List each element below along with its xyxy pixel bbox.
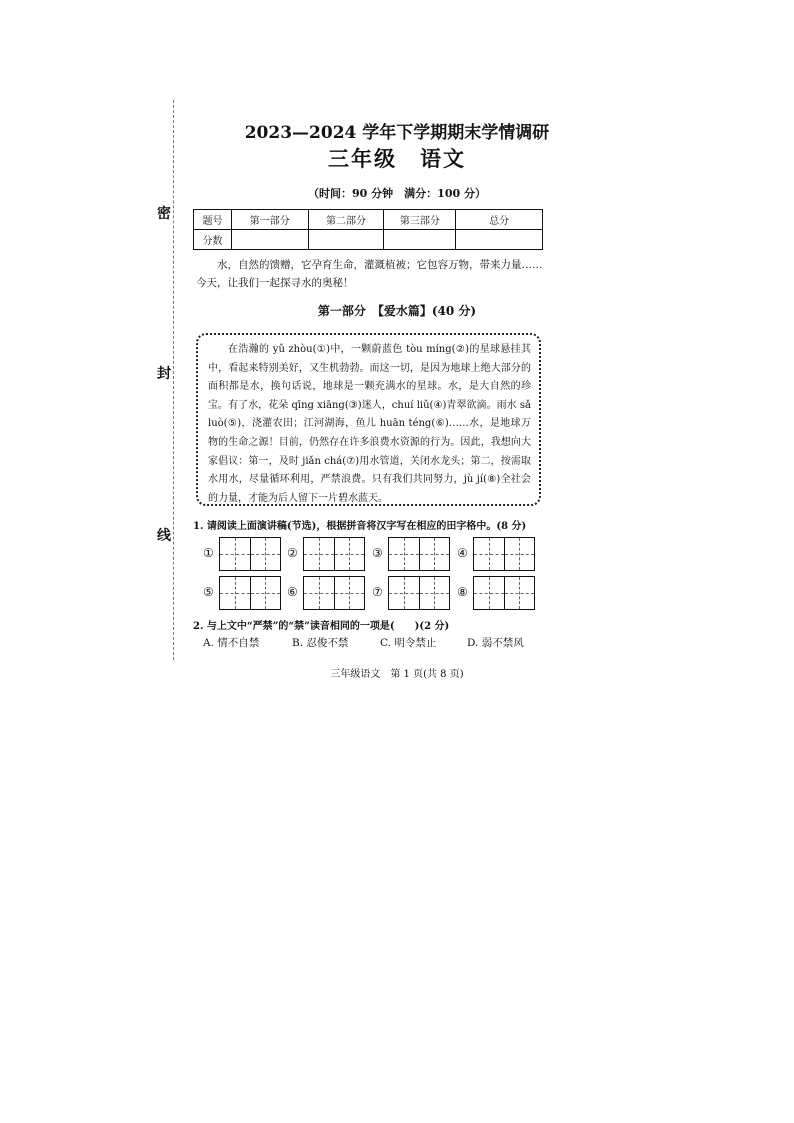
grid-label: ⑧ [457, 585, 468, 599]
score-header-cell: 总分 [456, 210, 543, 230]
margin-seal-mi: 密 [157, 206, 171, 222]
score-table-score-row [194, 230, 543, 250]
score-header-cell: 第三部分 [384, 210, 456, 230]
q2-option-c[interactable]: C. 明令禁止 [380, 637, 437, 649]
passage-box [196, 333, 541, 506]
score-table-header-row [194, 210, 543, 230]
score-header-cell: 第一部分 [231, 210, 308, 230]
q2-option-d[interactable]: D. 弱不禁风 [467, 637, 524, 649]
question-2: 2. 与上文中“严禁”的“禁”读音相同的一项是( )(2 分) [193, 621, 450, 632]
grid-label: ⑤ [203, 585, 214, 599]
grid-label: ⑥ [287, 585, 298, 599]
grid-label: ② [287, 546, 298, 560]
score-header-cell: 第二部分 [308, 210, 384, 230]
tianzige-box[interactable] [219, 537, 281, 571]
tianzige-box[interactable] [473, 537, 535, 571]
score-cell-total [456, 230, 543, 250]
score-cell-part3 [384, 230, 456, 250]
section1-title: 第一部分 【爱水篇】(40 分) [317, 304, 477, 318]
score-cell-part2 [308, 230, 384, 250]
tianzige-box[interactable] [219, 576, 281, 610]
tianzige-box[interactable] [388, 537, 450, 571]
exam-subtitle: 三年级 语文 [328, 146, 466, 171]
margin-seal-xian: 线 [157, 528, 171, 544]
q2-option-b[interactable]: B. 忍俊不禁 [292, 637, 349, 649]
margin-seal-feng: 封 [157, 366, 171, 382]
tianzige-box[interactable] [473, 576, 535, 610]
score-table [193, 209, 543, 250]
tianzige-box[interactable] [388, 576, 450, 610]
grid-label: ④ [457, 546, 468, 560]
exam-title: 2023—2024 学年下学期期末学情调研 [244, 123, 550, 143]
grid-label: ③ [372, 546, 383, 560]
grid-label: ① [203, 546, 214, 560]
score-header-cell: 题号 [194, 210, 232, 230]
question-1: 1. 请阅读上面演讲稿(节选)，根据拼音将汉字写在相应的田字格中。(8 分) [193, 521, 527, 532]
binding-line [173, 100, 174, 660]
tianzige-box[interactable] [303, 576, 365, 610]
score-row-label: 分数 [194, 230, 232, 250]
q2-option-a[interactable]: A. 情不自禁 [203, 637, 260, 649]
time-info: （时间：90 分钟 满分：100 分） [308, 187, 486, 200]
passage-text: 在浩瀚的 yǔ zhòu(①)中，一颗蔚蓝色 tòu míng(②)的星球悬挂其中，看起来特别美好，又生机勃勃。而这一切，是因为地球上绝大部分的面积都是水，换句话说，地球是一颗充满水的星球。水，是大自然的珍宝。有了水，花朵 qīng xiāng(③)迷人，chuí liǔ(④)青翠欲滴。雨水 sǎ luò(⑤)，浇灌农田；江河湖海，鱼儿 huān téng(⑥)……水，是地球万物的生命之源！目前，仍然存在许多浪费水资源的行为。因此，我想向大家倡议：第一，及时 jiǎn chá(⑦)用水管道，关闭水龙头；第二，按需取水用水，尽量循环利用，严禁浪费。只有我们共同努力，jù jí(⑧)全社会的力量，才能为后人留下一片碧水蓝天。 [208, 344, 531, 504]
page-footer: 三年级语文 第 1 页(共 8 页) [330, 669, 464, 680]
grid-label: ⑦ [372, 585, 383, 599]
tianzige-box[interactable] [303, 537, 365, 571]
score-cell-part1 [231, 230, 308, 250]
intro-paragraph: 水，自然的馈赠，它孕育生命，灌溉植被；它包容万物，带来力量……今天，让我们一起探寻水的奥秘！ [196, 259, 543, 289]
